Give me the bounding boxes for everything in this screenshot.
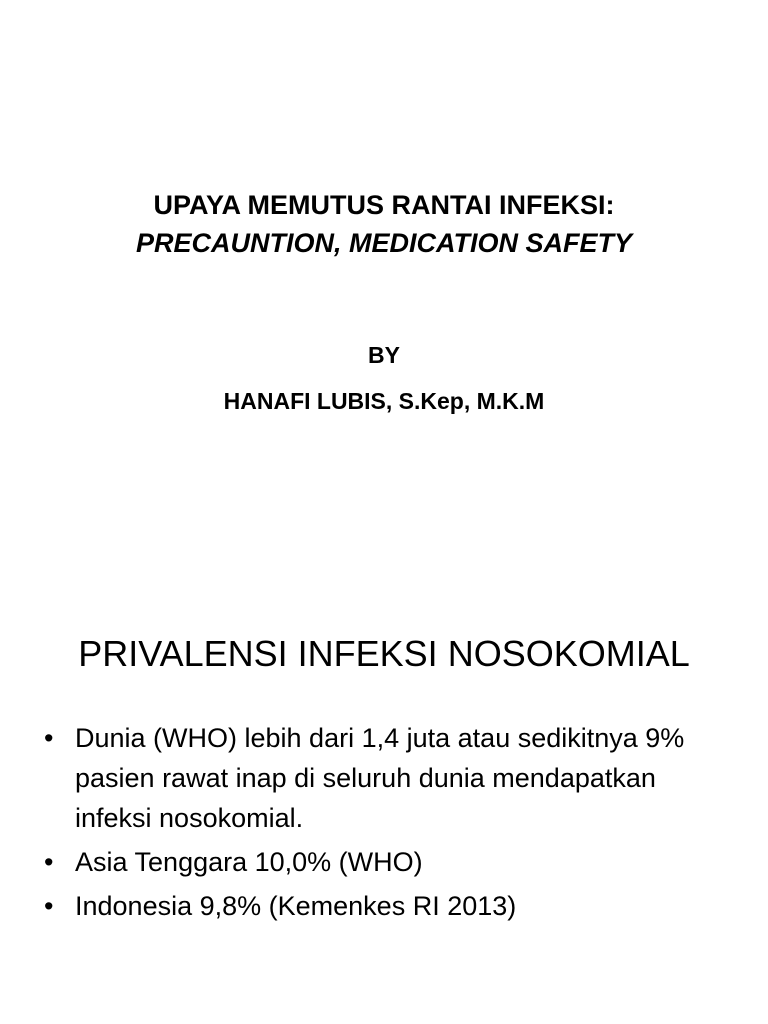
title-block [0, 186, 768, 262]
bullet-text: Asia Tenggara 10,0% (WHO) [75, 847, 423, 877]
byline-block [0, 339, 768, 431]
bullet-item-indonesia [44, 886, 704, 926]
title-line-1: UPAYA MEMUTUS RANTAI INFEKSI: [153, 190, 615, 220]
author-name: HANAFI LUBIS, S.Kep, M.K.M [223, 388, 545, 414]
by-label: BY [368, 342, 400, 368]
bullet-icon: • [44, 847, 54, 877]
bullet-item-world [44, 718, 704, 838]
slide-heading: PRIVALENSI INFEKSI NOSOKOMIAL [78, 633, 690, 674]
bullet-text: Indonesia 9,8% (Kemenkes RI 2013) [75, 891, 517, 921]
slide-prevalence [0, 576, 768, 1024]
bullet-text: Dunia (WHO) lebih dari 1,4 juta atau sedikitnya 9% pasien rawat inap di seluruh dunia mendapatkan infeksi nosokomial. [75, 723, 685, 833]
bullet-icon: • [44, 891, 54, 921]
bullet-item-southeast-asia [44, 842, 704, 882]
bullet-list [44, 718, 704, 930]
bullet-icon: • [44, 723, 54, 753]
title-line-2: PRECAUNTION, MEDICATION SAFETY [135, 228, 632, 258]
